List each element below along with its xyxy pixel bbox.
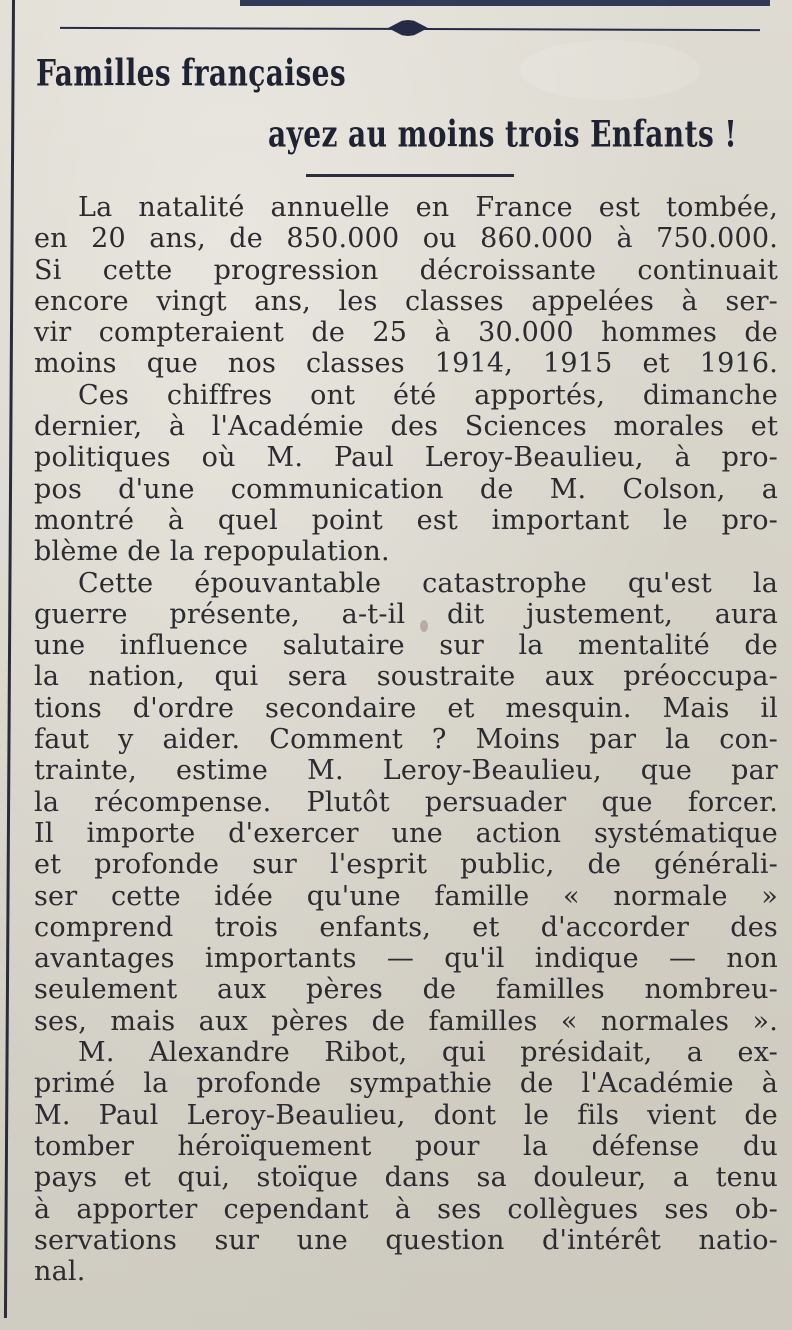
- headline-line-1: Familles françaises: [36, 52, 347, 95]
- article-text-line: et profonde sur l'esprit public, de générali-: [34, 849, 778, 881]
- headline-line-2: ayez au moins trois Enfants !: [268, 113, 738, 156]
- headline-underline-rule: [306, 174, 514, 177]
- article-text-line: tomber héroïquement pour la défense du: [34, 1130, 778, 1162]
- article-text-line: Il importe d'exercer une action systématique: [34, 817, 778, 849]
- article-text-line: montré à quel point est important le pro-: [34, 504, 778, 536]
- article-text-line: nal.: [34, 1256, 86, 1288]
- article-text-line: guerre présente, a-t-il dit justement, aura: [34, 598, 778, 630]
- article-text-line: servations sur une question d'intérêt natio-: [34, 1224, 778, 1256]
- article-text-line: blème de la repopulation.: [34, 536, 390, 568]
- article-text-line: moins que nos classes 1914, 1915 et 1916.: [34, 348, 778, 380]
- article-text-line: en 20 ans, de 850.000 ou 860.000 à 750.000.: [34, 223, 778, 255]
- article-text-line: M. Paul Leroy-Beaulieu, dont le fils vient de: [34, 1099, 778, 1131]
- article-text-line: tions d'ordre secondaire et mesquin. Mais il: [34, 692, 778, 724]
- article-text-line: Cette épouvantable catastrophe qu'est la: [78, 567, 778, 599]
- article-text-line: vir compteraient de 25 à 30.000 hommes de: [34, 317, 778, 349]
- article-text-line: la nation, qui sera soustraite aux préoccupa-: [34, 661, 778, 693]
- article-body: [34, 192, 778, 1287]
- top-rule-bar: [240, 0, 770, 6]
- article-text-line: dernier, à l'Académie des Sciences morales et: [34, 411, 778, 443]
- article-text-line: faut y aider. Comment ? Moins par la con-: [34, 724, 778, 756]
- article-text-line: politiques où M. Paul Leroy-Beaulieu, à pro-: [34, 442, 778, 474]
- article-text-line: pos d'une communication de M. Colson, a: [34, 473, 778, 505]
- ornamental-divider: [60, 27, 760, 31]
- article-text-line: avantages importants — qu'il indique — non: [34, 943, 778, 975]
- article-text-line: une influence salutaire sur la mentalité de: [34, 630, 778, 662]
- article-text-line: ses, mais aux pères de familles « normales ».: [34, 1005, 778, 1037]
- article-text-line: Si cette progression décroissante continuait: [34, 254, 778, 286]
- article-text-line: primé la profonde sympathie de l'Académie à: [34, 1068, 778, 1100]
- article-text-line: M. Alexandre Ribot, qui présidait, a ex-: [78, 1037, 778, 1069]
- paper-stain: [520, 40, 700, 100]
- article-text-line: pays et qui, stoïque dans sa douleur, a tenu: [34, 1162, 778, 1194]
- article-text-line: ser cette idée qu'une famille « normale »: [34, 880, 778, 912]
- article-text-line: la récompense. Plutôt persuader que forcer.: [34, 786, 778, 818]
- article-text-line: Ces chiffres ont été apportés, dimanche: [78, 379, 778, 411]
- article-text-line: comprend trois enfants, et d'accorder des: [34, 911, 778, 943]
- column-rule: [4, 0, 15, 1318]
- article-text-line: à apporter cependant à ses collègues ses ob-: [34, 1193, 778, 1225]
- article-text-line: trainte, estime M. Leroy-Beaulieu, que par: [34, 755, 778, 787]
- ornament-diamond-icon: [388, 20, 428, 36]
- article-text-line: encore vingt ans, les classes appelées à ser-: [34, 285, 778, 317]
- article-text-line: La natalité annuelle en France est tombée,: [78, 192, 778, 223]
- article-text-line: seulement aux pères de familles nombreu-: [34, 974, 778, 1006]
